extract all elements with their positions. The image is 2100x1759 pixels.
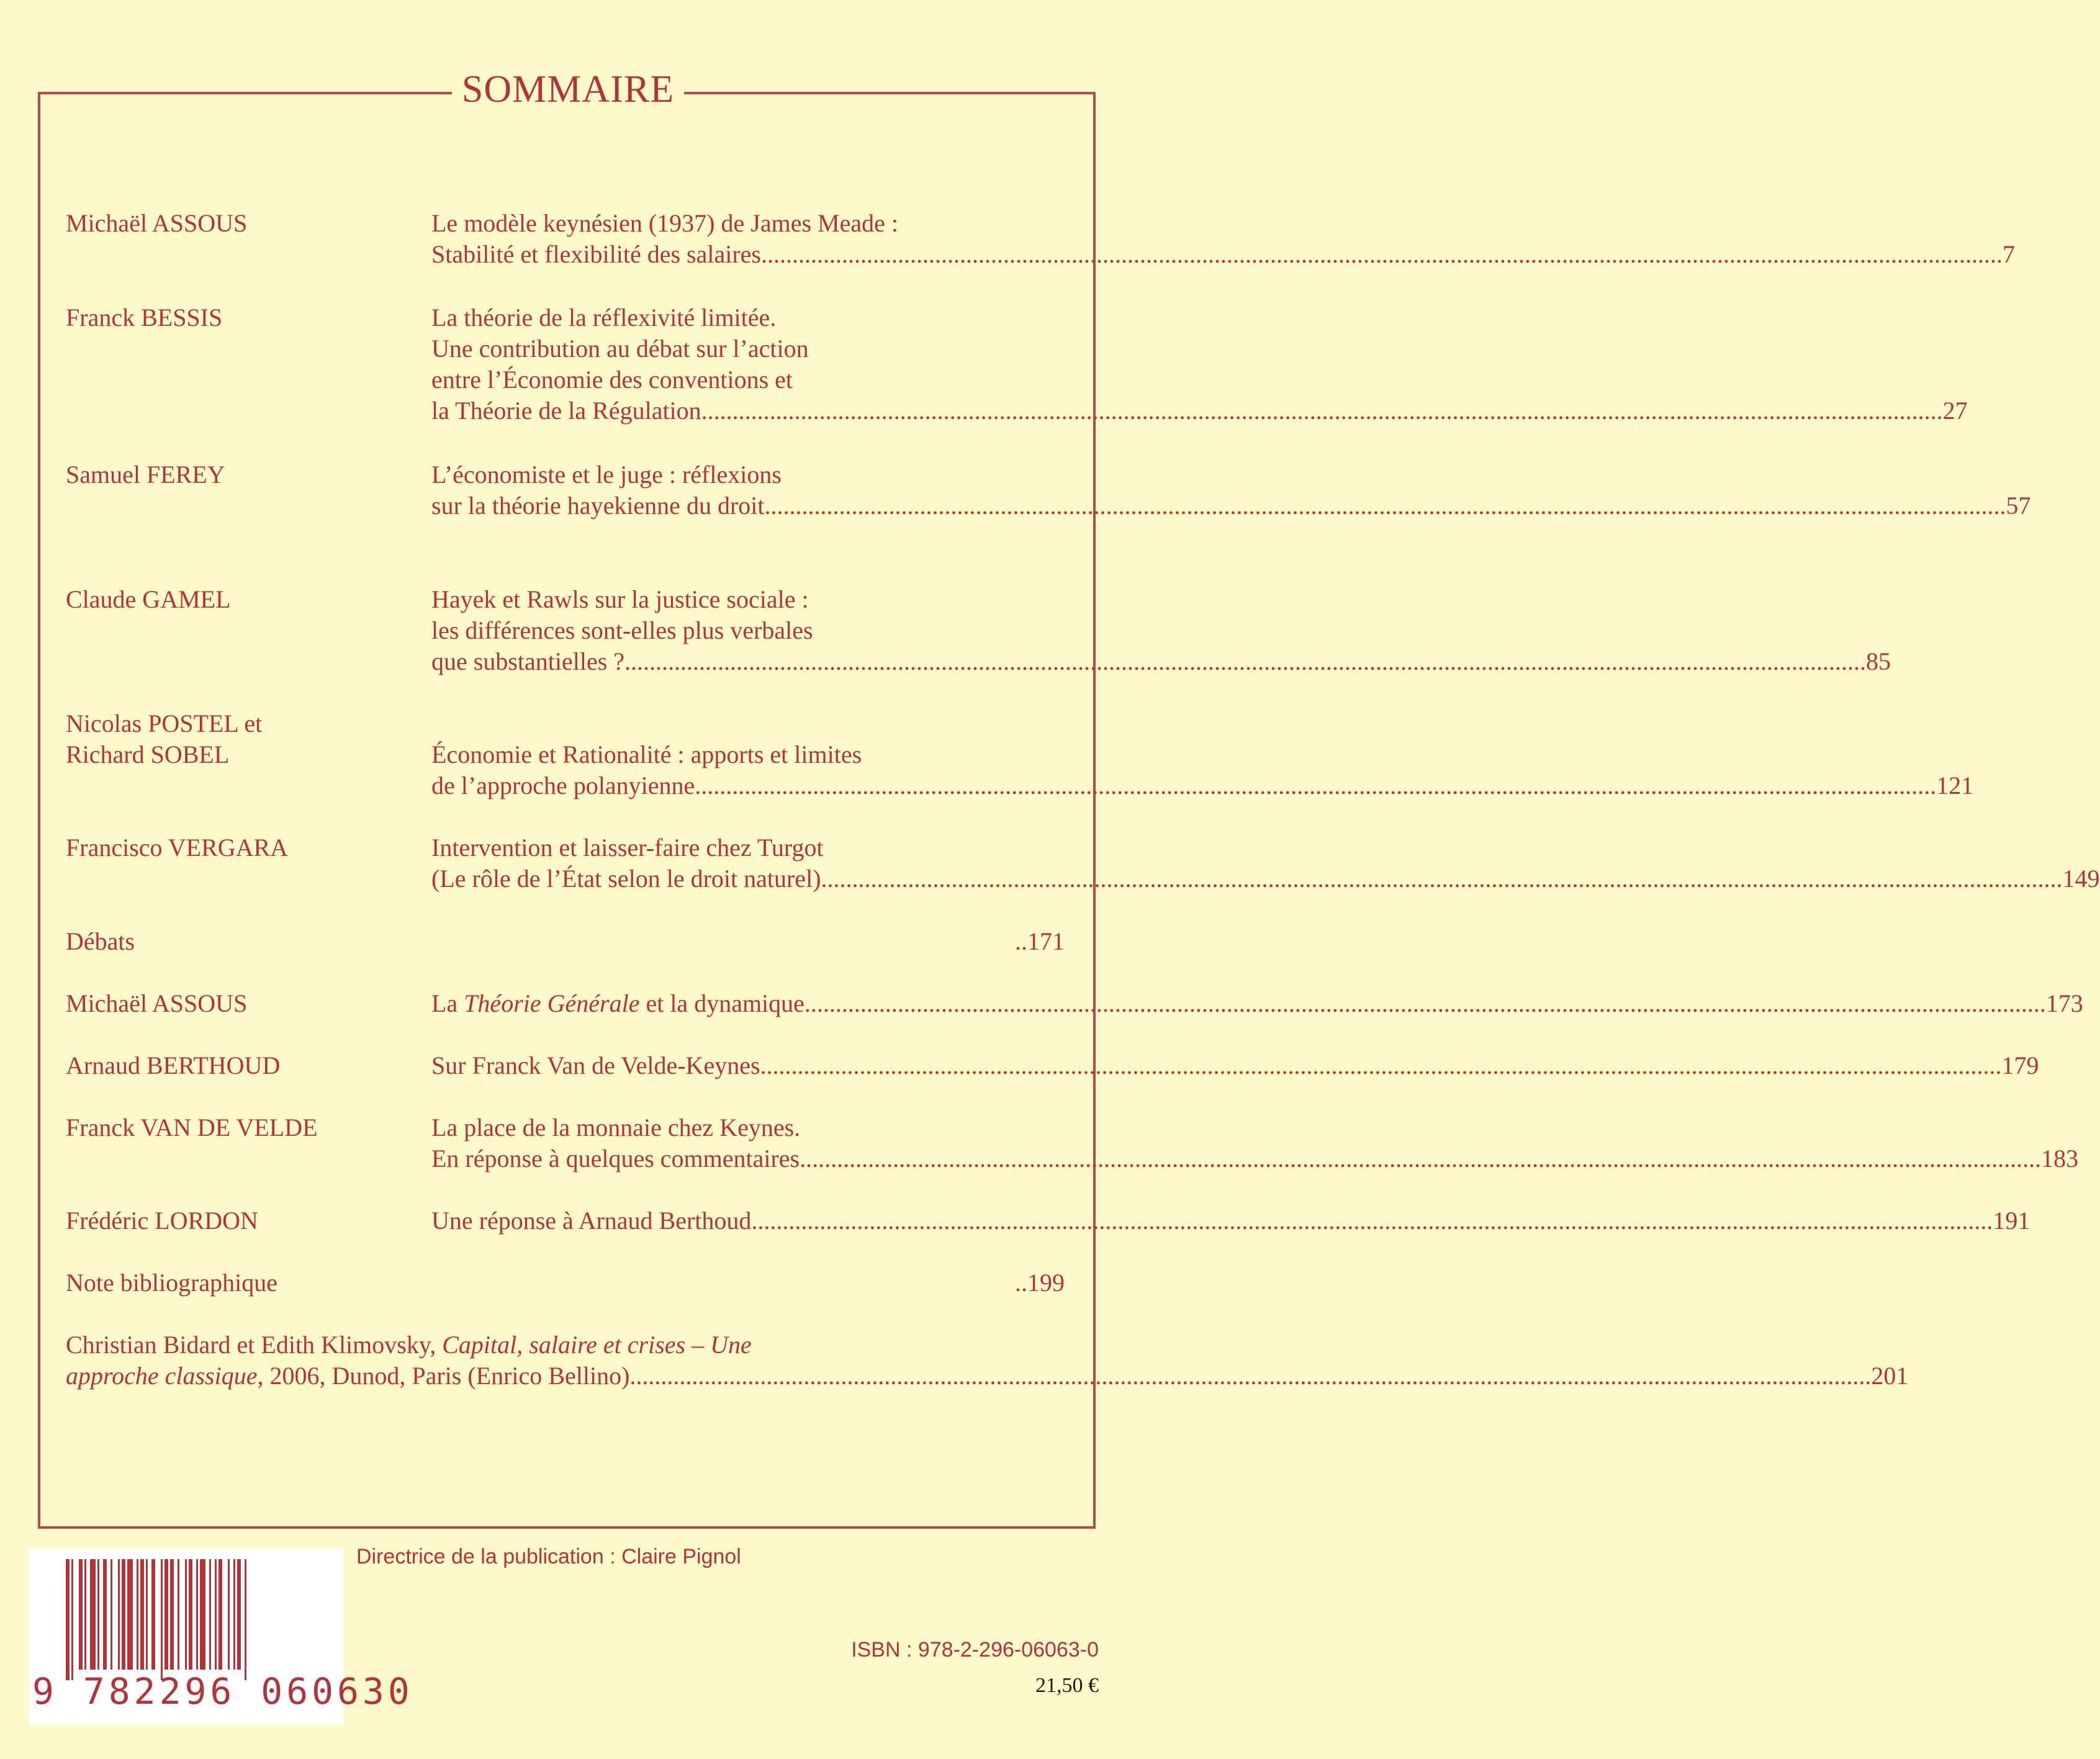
barcode-bar: [84, 1559, 86, 1670]
entry-title: Intervention et laisser-faire chez Turgot (Le rôle de l’État selon le droit naturel) ........................................................................................................................................................................................................ 149: [431, 832, 1065, 894]
page-number: 149: [2062, 865, 2100, 893]
barcode-bar: [245, 1559, 246, 1680]
section-heading: Note bibliographique: [66, 1269, 278, 1297]
barcode: [29, 1548, 413, 1725]
barcode-bar: [146, 1559, 148, 1670]
barcode-bar: [219, 1559, 222, 1670]
page-number: 179: [2001, 1051, 2039, 1079]
barcode-bar: [127, 1559, 133, 1670]
barcode-bar: [110, 1559, 112, 1670]
entry-title: L’économiste et le juge : réflexions sur la théorie hayekienne du droit ........................................................................................................................................................................................................ 57: [431, 459, 1065, 521]
entry-author: Samuel FEREY: [66, 461, 225, 488]
barcode-bar: [200, 1559, 205, 1670]
barcode-bar: [122, 1559, 125, 1670]
barcode-bar: [90, 1559, 96, 1670]
page-number: 121: [1936, 772, 1974, 799]
entry-author: Franck VAN DE VELDE: [66, 1113, 318, 1141]
page-number: 57: [2006, 492, 2031, 520]
barcode-bar: [178, 1559, 179, 1670]
entry-author: Nicolas POSTEL et Richard SOBEL: [66, 709, 263, 768]
barcode-bar: [97, 1559, 99, 1670]
entry-author: Francisco VERGARA: [66, 834, 289, 862]
barcode-bar: [79, 1559, 83, 1670]
page-number: 171: [1027, 927, 1065, 955]
page-number: 27: [1942, 397, 1968, 425]
page-number: 183: [2041, 1145, 2079, 1172]
barcode-bar: [196, 1559, 198, 1670]
barcode-bar: [118, 1559, 120, 1670]
barcode-bar: [66, 1559, 70, 1680]
barcode-bar: [215, 1559, 217, 1670]
entry-title: Sur Franck Van de Velde-Keynes ........................................................................................................................................................................................................ 179: [431, 1050, 1065, 1081]
barcode-bar: [228, 1559, 230, 1670]
barcode-bar: [189, 1559, 192, 1670]
entry-title: Le modèle keynésien (1937) de James Meade : Stabilité et flexibilité des salaires ........................................................................................................................................................................................................ 7: [431, 208, 1065, 270]
entry-author: Franck BESSIS: [66, 304, 223, 331]
barcode-bar: [161, 1559, 163, 1680]
entry-title: La Théorie Générale et la dynamique ........................................................................................................................................................................................................ 173: [431, 988, 1065, 1019]
barcode-bar: [140, 1559, 144, 1670]
page-number: 191: [1993, 1207, 2030, 1235]
entry-author: Michaël ASSOUS: [66, 989, 248, 1017]
entry-author: Claude GAMEL: [66, 585, 231, 613]
entry-title: Économie et Rationalité : apports et limites de l’approche polanyienne ........................................................................................................................................................................................................ 121: [431, 739, 1065, 801]
entry-author: Michaël ASSOUS: [66, 209, 248, 237]
entry-author: Arnaud BERTHOUD: [66, 1051, 281, 1079]
barcode-bar: [151, 1559, 155, 1670]
section-heading: Débats: [66, 927, 135, 955]
title-bar: [0, 65, 1136, 114]
entry-author: Frédéric LORDON: [66, 1207, 258, 1235]
page-number: 7: [2002, 240, 2015, 268]
entry-title: La théorie de la réflexivité limitée. Une contribution au débat sur l’action entre l’Économie des conventions et la Théorie de la Régulation ........................................................................................................................................................................................................ 27: [431, 302, 1065, 426]
barcode-bar: [137, 1559, 138, 1670]
barcode-bar: [233, 1559, 235, 1670]
isbn: ISBN : 978-2-296-06063-0: [851, 1638, 1099, 1662]
page-title: SOMMAIRE: [452, 65, 684, 114]
page-number: 201: [1871, 1362, 1909, 1390]
entry-title: Une réponse à Arnaud Berthoud ........................................................................................................................................................................................................ 191: [431, 1205, 1065, 1236]
barcode-bar: [237, 1559, 241, 1670]
page-number: 173: [2045, 989, 2083, 1017]
review-citation: Christian Bidard et Edith Klimovsky, Capital, salaire et crises – Une approche classique, 2006, Dunod, Paris (Enrico Bellino) ........................................................................................................................................................................................................ 201: [66, 1329, 1065, 1392]
price: 21,50 €: [1035, 1674, 1099, 1697]
page-number: 199: [1027, 1269, 1065, 1297]
barcode-bar: [71, 1559, 73, 1680]
barcode-bar: [164, 1559, 168, 1670]
entry-title: La place de la monnaie chez Keynes. En réponse à quelques commentaires ........................................................................................................................................................................................................ 183: [431, 1112, 1065, 1174]
page-number: 85: [1866, 647, 1891, 675]
barcode-bar: [209, 1559, 211, 1670]
entry-title: Hayek et Rawls sur la justice sociale : les différences sont-elles plus verbales que substantielles ? ........................................................................................................................................................................................................ 85: [431, 584, 1065, 677]
barcode-number: 9 782296 060630: [32, 1670, 413, 1712]
barcode-bar: [185, 1559, 187, 1670]
barcode-bar: [170, 1559, 174, 1670]
barcode-bar: [103, 1559, 107, 1670]
publication-director: Directrice de la publication : Claire Pignol: [356, 1545, 741, 1568]
